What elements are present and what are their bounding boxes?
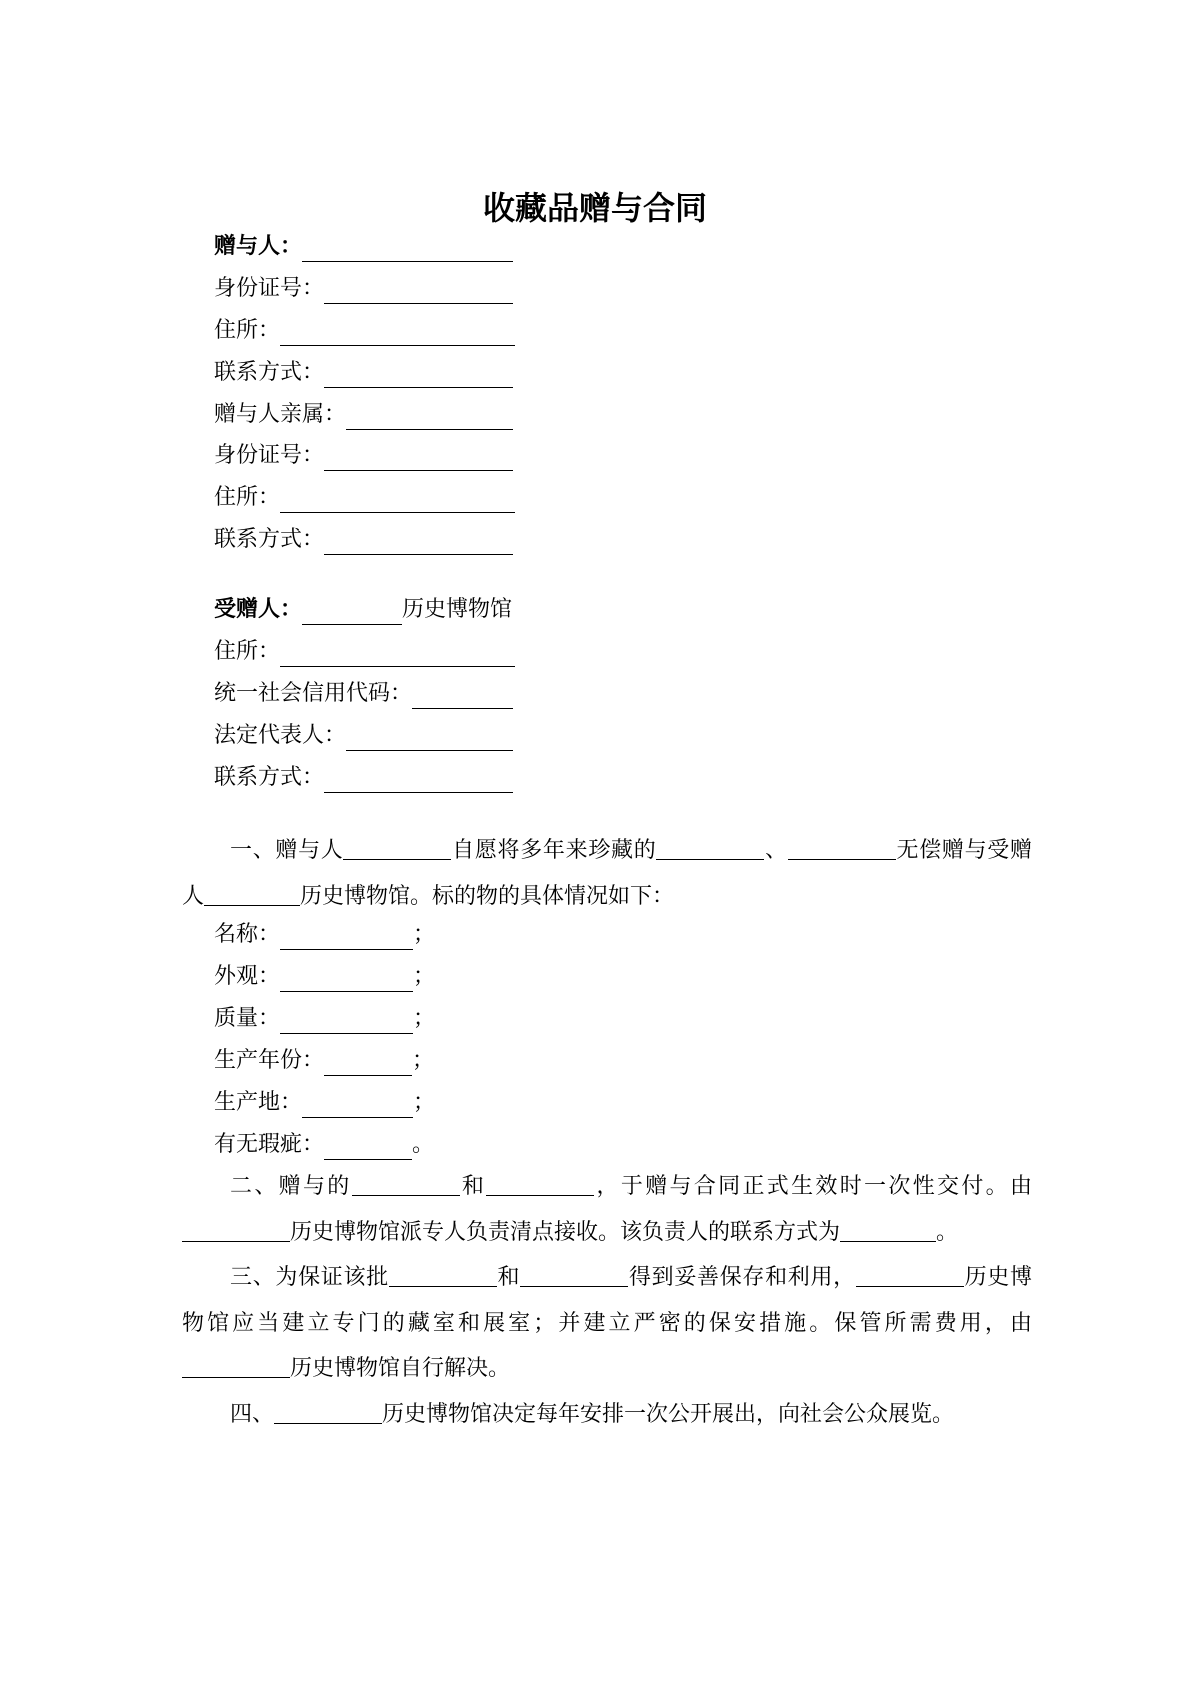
recipient-contact-row <box>214 763 513 793</box>
clause3-text-3: 得到妥善保存和利用， <box>628 1265 856 1290</box>
item-year-end: ； <box>412 1048 435 1073</box>
clause1-blank-recipient[interactable] <box>204 880 300 906</box>
recipient-contact-label: 联系方式： <box>214 765 325 790</box>
donor-id-blank[interactable] <box>324 278 513 304</box>
clause1-blank-donor[interactable] <box>343 834 451 860</box>
item-appearance-label: 外观： <box>214 964 281 989</box>
clause4-blank-museum[interactable] <box>274 1398 382 1424</box>
credit-code-row <box>214 679 513 709</box>
clause2-text-1: 二、赠与的 <box>230 1174 352 1199</box>
clause3-blank-museum-2[interactable] <box>182 1352 290 1378</box>
relative-address-label: 住所： <box>214 485 281 510</box>
clause2-blank-museum[interactable] <box>182 1216 290 1242</box>
item-flaw-label: 有无瑕疵： <box>214 1132 325 1157</box>
donor-address-blank[interactable] <box>280 320 515 346</box>
item-year-label: 生产年份： <box>214 1048 325 1073</box>
clause4-text-2: 历史博物馆决定每年安排一次公开展出，向社会公众展览。 <box>382 1402 955 1427</box>
donor-id-row <box>214 274 513 304</box>
item-quality-blank[interactable] <box>280 1008 413 1034</box>
item-quality-label: 质量： <box>214 1006 281 1031</box>
item-quality-row <box>214 1004 435 1034</box>
clause2-blank-2[interactable] <box>486 1170 594 1196</box>
recipient-contact-blank[interactable] <box>324 767 513 793</box>
relative-contact-blank[interactable] <box>324 529 513 555</box>
item-name-row <box>214 920 435 950</box>
legal-rep-label: 法定代表人： <box>214 723 347 748</box>
clause4-text-1: 四、 <box>230 1402 275 1427</box>
item-name-blank[interactable] <box>280 924 413 950</box>
donor-row <box>214 232 513 262</box>
clause2-blank-contact[interactable] <box>840 1216 936 1242</box>
item-year-blank[interactable] <box>324 1050 412 1076</box>
credit-code-label: 统一社会信用代码： <box>214 681 413 706</box>
clause1-text-1: 一、赠与人 <box>230 838 344 863</box>
clause1-text-3: 、 <box>764 838 788 863</box>
item-flaw-row <box>214 1130 434 1160</box>
clause-3 <box>182 1255 1032 1392</box>
item-name-end: ； <box>413 922 436 947</box>
item-origin-label: 生产地： <box>214 1090 303 1115</box>
item-year-row <box>214 1046 434 1076</box>
relative-contact-label: 联系方式： <box>214 527 325 552</box>
relative-contact-row <box>214 525 513 555</box>
item-quality-end: ； <box>413 1006 436 1031</box>
item-origin-end: ； <box>413 1090 436 1115</box>
clause3-text-1: 三、为保证该批 <box>230 1265 389 1290</box>
donor-contact-label: 联系方式： <box>214 360 325 385</box>
recipient-address-row <box>214 637 515 667</box>
credit-code-blank[interactable] <box>412 683 513 709</box>
recipient-blank[interactable] <box>302 599 402 625</box>
recipient-row <box>214 595 512 625</box>
donor-contact-blank[interactable] <box>324 362 513 388</box>
item-flaw-blank[interactable] <box>324 1134 412 1160</box>
page-title: 收藏品赠与合同 <box>482 189 707 227</box>
relative-label: 赠与人亲属： <box>214 402 347 427</box>
clause2-text-5: 。 <box>936 1219 959 1245</box>
clause1-blank-item-1[interactable] <box>656 834 764 860</box>
clause3-blank-museum[interactable] <box>856 1261 964 1287</box>
clause3-text-4: 历史博物馆应当建立专门的藏室和展室；并建立严密的保安措施。保管所需费用，由 <box>182 1265 1032 1336</box>
clause1-text-4: 无偿赠与受赠人 <box>182 838 1032 909</box>
recipient-address-label: 住所： <box>214 639 281 664</box>
relative-address-row <box>214 483 515 513</box>
item-appearance-blank[interactable] <box>280 966 413 992</box>
item-origin-row <box>214 1088 435 1118</box>
clause2-blank-1[interactable] <box>352 1170 460 1196</box>
legal-rep-row <box>214 721 513 751</box>
relative-blank[interactable] <box>346 404 513 430</box>
relative-id-label: 身份证号： <box>214 443 325 468</box>
relative-id-blank[interactable] <box>324 445 513 471</box>
item-name-label: 名称： <box>214 922 281 947</box>
clause3-blank-1[interactable] <box>389 1261 497 1287</box>
clause1-text-2: 自愿将多年来珍藏的 <box>451 838 657 863</box>
donor-address-row <box>214 316 515 346</box>
donor-id-label: 身份证号： <box>214 276 325 301</box>
donor-contact-row <box>214 358 513 388</box>
clause3-blank-2[interactable] <box>520 1261 628 1287</box>
clause-4 <box>182 1392 1032 1438</box>
item-flaw-end: 。 <box>412 1132 435 1157</box>
relative-address-blank[interactable] <box>280 487 515 513</box>
clause-2 <box>182 1164 1032 1255</box>
clause3-text-5: 历史博物馆自行解决。 <box>290 1356 511 1381</box>
clause1-text-5: 历史博物馆。标的物的具体情况如下： <box>300 883 675 909</box>
clause2-text-2: 和 <box>459 1174 487 1199</box>
clause2-text-3: ，于赠与合同正式生效时一次性交付。由 <box>594 1174 1032 1199</box>
legal-rep-blank[interactable] <box>346 725 513 751</box>
donor-address-label: 住所： <box>214 318 281 343</box>
item-origin-blank[interactable] <box>302 1092 413 1118</box>
donor-label: 赠与人： <box>214 234 303 259</box>
relative-id-row <box>214 441 513 471</box>
clause2-text-4: 历史博物馆派专人负责清点接收。该负责人的联系方式为 <box>290 1219 841 1245</box>
relative-row <box>214 400 513 430</box>
clause1-blank-item-2[interactable] <box>788 834 896 860</box>
recipient-label: 受赠人： <box>214 597 303 622</box>
recipient-suffix: 历史博物馆 <box>402 597 513 622</box>
item-appearance-end: ； <box>413 964 436 989</box>
clause3-text-2: 和 <box>496 1265 521 1290</box>
item-appearance-row <box>214 962 435 992</box>
recipient-address-blank[interactable] <box>280 641 515 667</box>
donor-blank[interactable] <box>302 236 513 262</box>
clause-1 <box>182 828 1032 919</box>
